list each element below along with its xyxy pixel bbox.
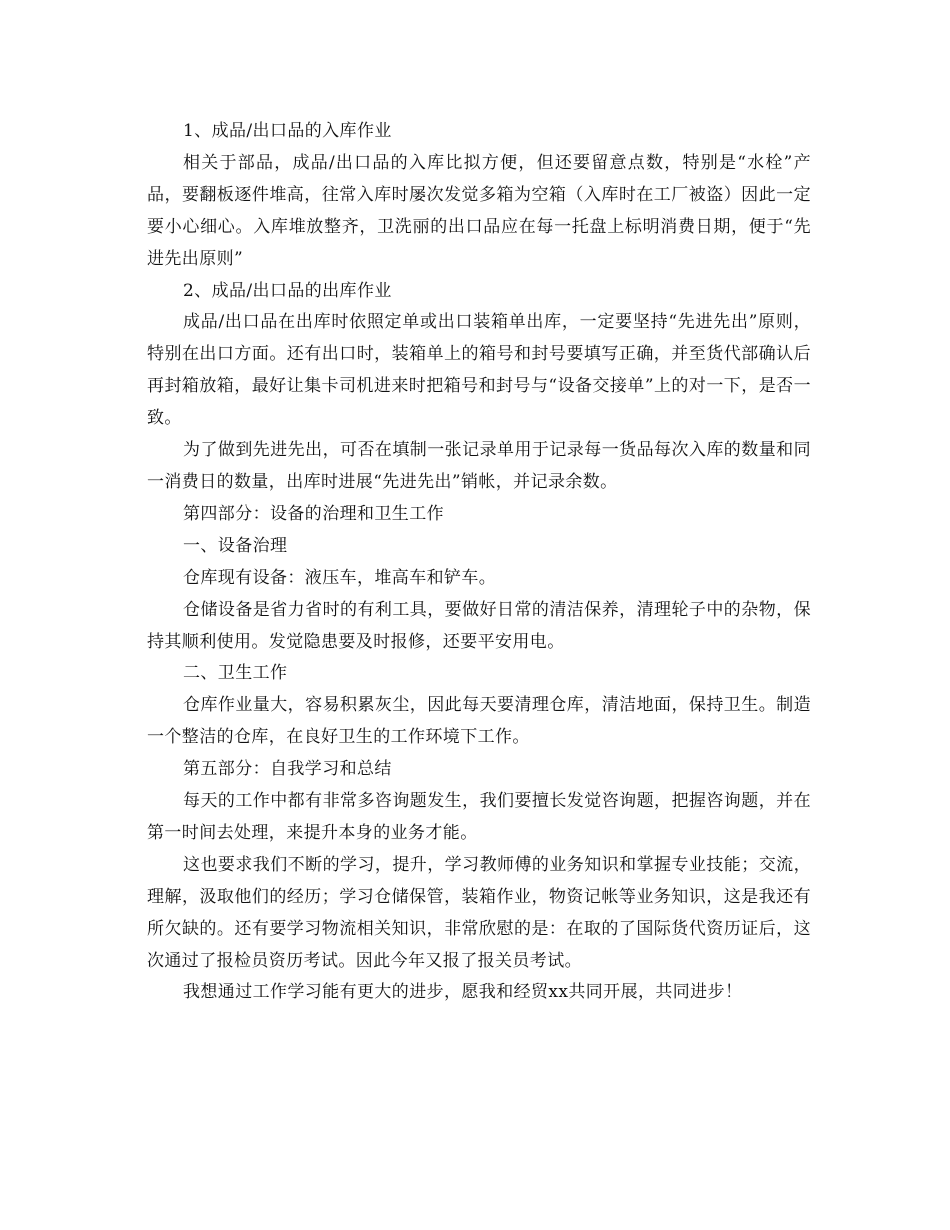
paragraph-equipment-care: 仓储设备是省力省时的有利工具，要做好日常的清洁保养，清理轮子中的杂物，保持其顺利使用。发觉隐患要及时报修，还要平安用电。 bbox=[147, 599, 811, 652]
paragraph-outbound: 成品/出口品在出库时依照定单或出口装箱单出库，一定要坚持“先进先出”原则，特别在出口方面。还有出口时，装箱单上的箱号和封号要填写正确，并至货代部确认后再封箱放箱，最好让集卡司机进来时把箱号和封号与“设备交接单”上的对一下，是否一致。 bbox=[147, 312, 811, 429]
paragraph-learning: 这也要求我们不断的学习，提升，学习教师傅的业务知识和掌握专业技能；交流，理解，汲取他们的经历；学习仓储保管，装箱作业，物资记帐等业务知识，这是我还有所欠缺的。还有要学习物流相关知识，非常欣慰的是：在取的了国际货代资历证后，这次通过了报检员资历考试。因此今年又报了报关员考试。 bbox=[147, 854, 811, 971]
section-heading-outbound: 2、成品/出口品的出库作业 bbox=[183, 280, 392, 301]
paragraph-closing: 我想通过工作学习能有更大的进步，愿我和经贸xx共同开展，共同进步！ bbox=[183, 982, 743, 1003]
paragraph-equipment-list: 仓库现有设备：液压车，堆高车和铲车。 bbox=[183, 567, 497, 588]
section-heading-inbound: 1、成品/出口品的入库作业 bbox=[183, 121, 392, 141]
paragraph-inbound: 相关于部品，成品/出口品的入库比拟方便，但还要留意点数，特别是“水栓”产品，要翻板逐件堆高，往常入库时屡次发觉多箱为空箱（入库时在工厂被盗）因此一定要小心细心。入库堆放整齐，卫洗丽的出口品应在每一托盘上标明消费日期，便于“先进先出原则” bbox=[147, 152, 811, 269]
document-body bbox=[147, 116, 811, 1009]
equipment-heading: 一、设备治理 bbox=[183, 535, 288, 556]
part-four-heading: 第四部分：设备的治理和卫生工作 bbox=[183, 503, 444, 524]
paragraph-daily-issues: 每天的工作中都有非常多咨询题发生，我们要擅长发觉咨询题，把握咨询题，并在第一时间去处理，来提升本身的业务才能。 bbox=[147, 791, 811, 843]
paragraph-fifo: 为了做到先进先出，可否在填制一张记录单用于记录每一货品每次入库的数量和同一消费日的数量，出库时进展“先进先出”销帐，并记录余数。 bbox=[147, 440, 811, 492]
hygiene-heading: 二、卫生工作 bbox=[183, 663, 288, 684]
paragraph-hygiene: 仓库作业量大，容易积累灰尘，因此每天要清理仓库，清洁地面，保持卫生。制造一个整洁的仓库，在良好卫生的工作环境下工作。 bbox=[147, 695, 811, 748]
part-five-heading: 第五部分：自我学习和总结 bbox=[183, 759, 392, 780]
